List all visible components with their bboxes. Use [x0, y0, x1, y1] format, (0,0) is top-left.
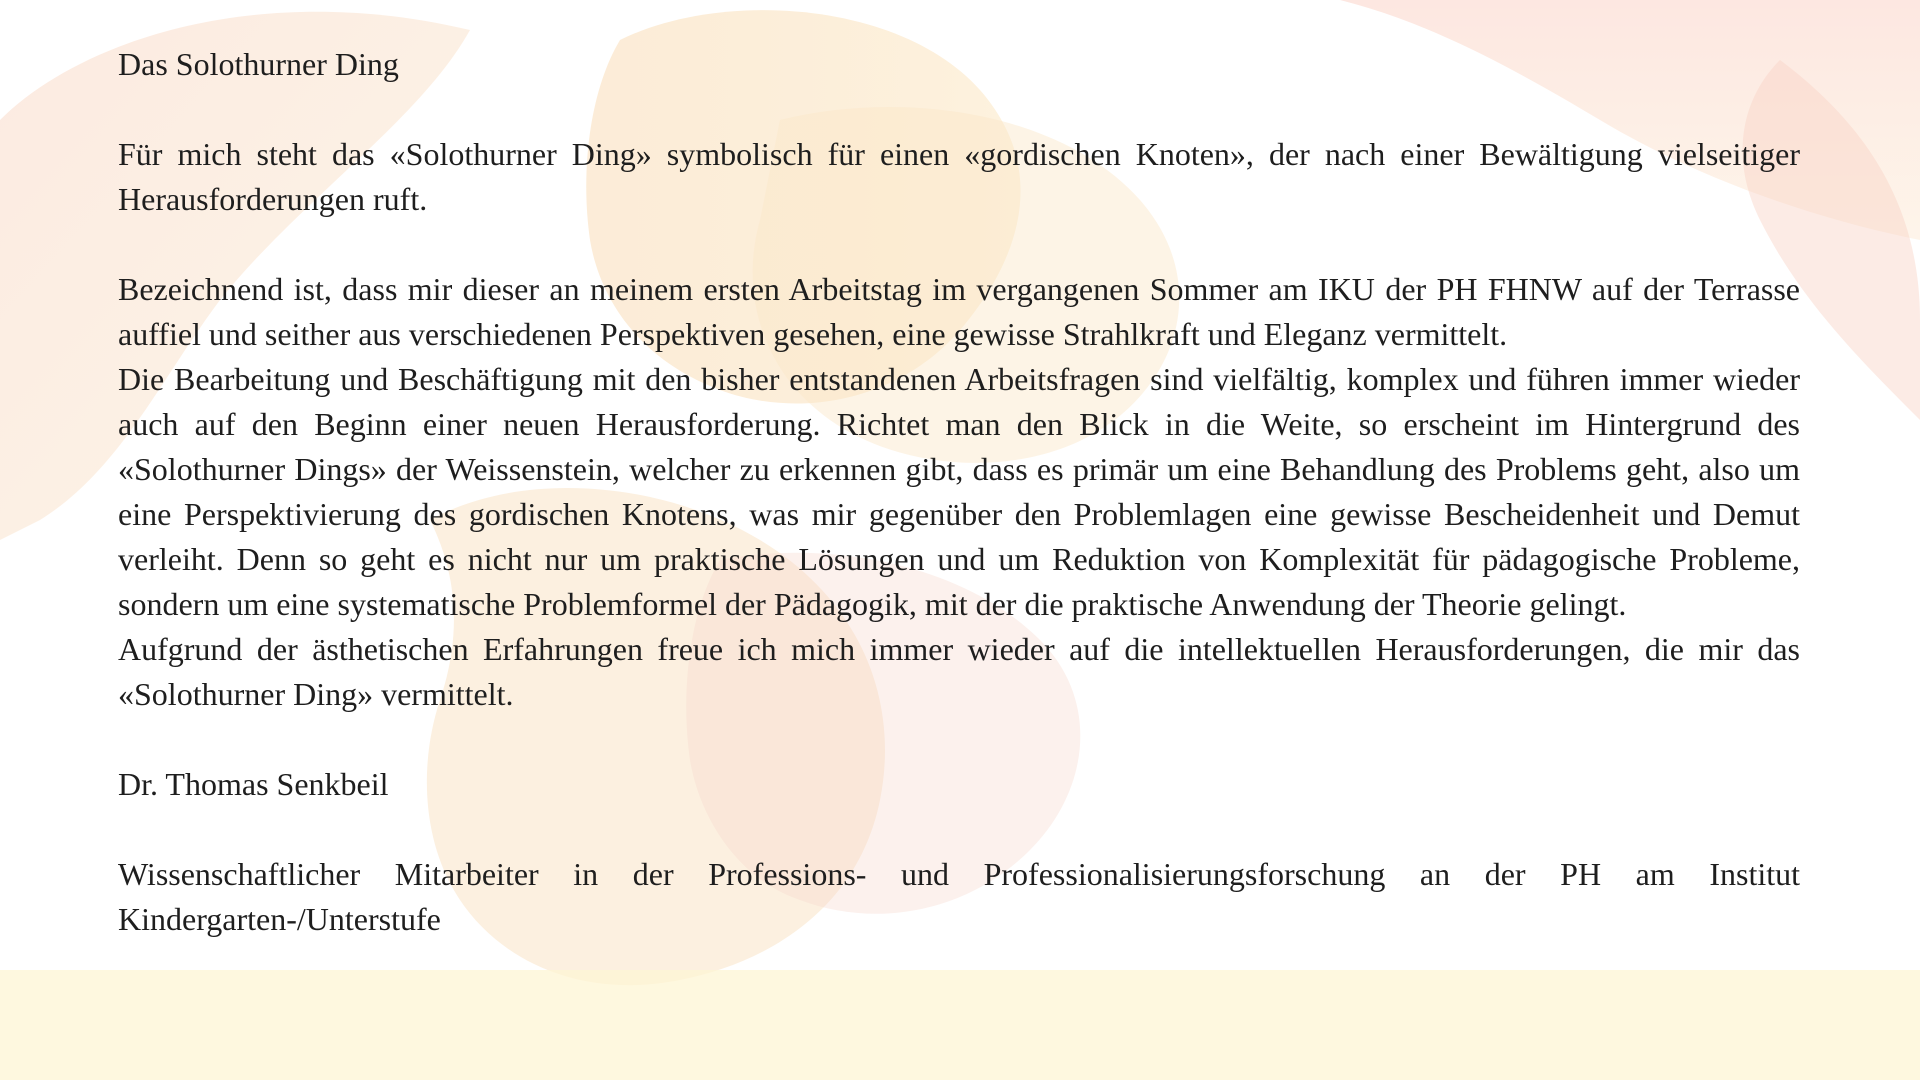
- bottom-band: [0, 970, 1920, 1080]
- document-heading: Das Solothurner Ding: [118, 46, 399, 82]
- paragraph-1: Für mich steht das «Solothurner Ding» symbolisch für einen «gordischen Knoten», der nach einer Bewältigung vielseitiger Herausforderungen ruft.: [118, 136, 1800, 217]
- paragraph-2: Bezeichnend ist, dass mir dieser an meinem ersten Arbeitstag im vergangenen Sommer am IKU der PH FHNW auf der Terrasse auffiel und seither aus verschiedenen Perspektiven gesehen, eine gewisse Strahlkraft und Eleganz vermittelt.: [118, 271, 1800, 352]
- paragraph-3: Die Bearbeitung und Beschäftigung mit den bisher entstandenen Arbeitsfragen sind vielfältig, komplex und führen immer wieder auch auf den Beginn einer neuen Herausforderung. Richtet man den Blick in die Weite, so erscheint im Hintergrund des «Solothurner Dings» der Weissenstein, welcher zu erkennen gibt, dass es primär um eine Behandlung des Problems geht, also um eine Perspektivierung des gordischen Knotens, was mir gegenüber den Problemlagen eine gewisse Bescheidenheit und Demut verleiht. Denn so geht es nicht nur um praktische Lösungen und um Reduktion von Komplexität für pädagogische Probleme, sondern um eine systematische Problemformel der Pädagogik, mit der die praktische Anwendung der Theorie gelingt.: [118, 361, 1800, 622]
- author-role: Wissenschaftlicher Mitarbeiter in der Professions- und Professionalisierungsforschung an der PH am Institut Kindergarten-/Unterstufe: [118, 856, 1800, 937]
- document-text: [118, 42, 1800, 942]
- author-name: Dr. Thomas Senkbeil: [118, 766, 389, 802]
- paragraph-4: Aufgrund der ästhetischen Erfahrungen freue ich mich immer wieder auf die intellektuellen Herausforderungen, die mir das «Solothurner Ding» vermittelt.: [118, 631, 1800, 712]
